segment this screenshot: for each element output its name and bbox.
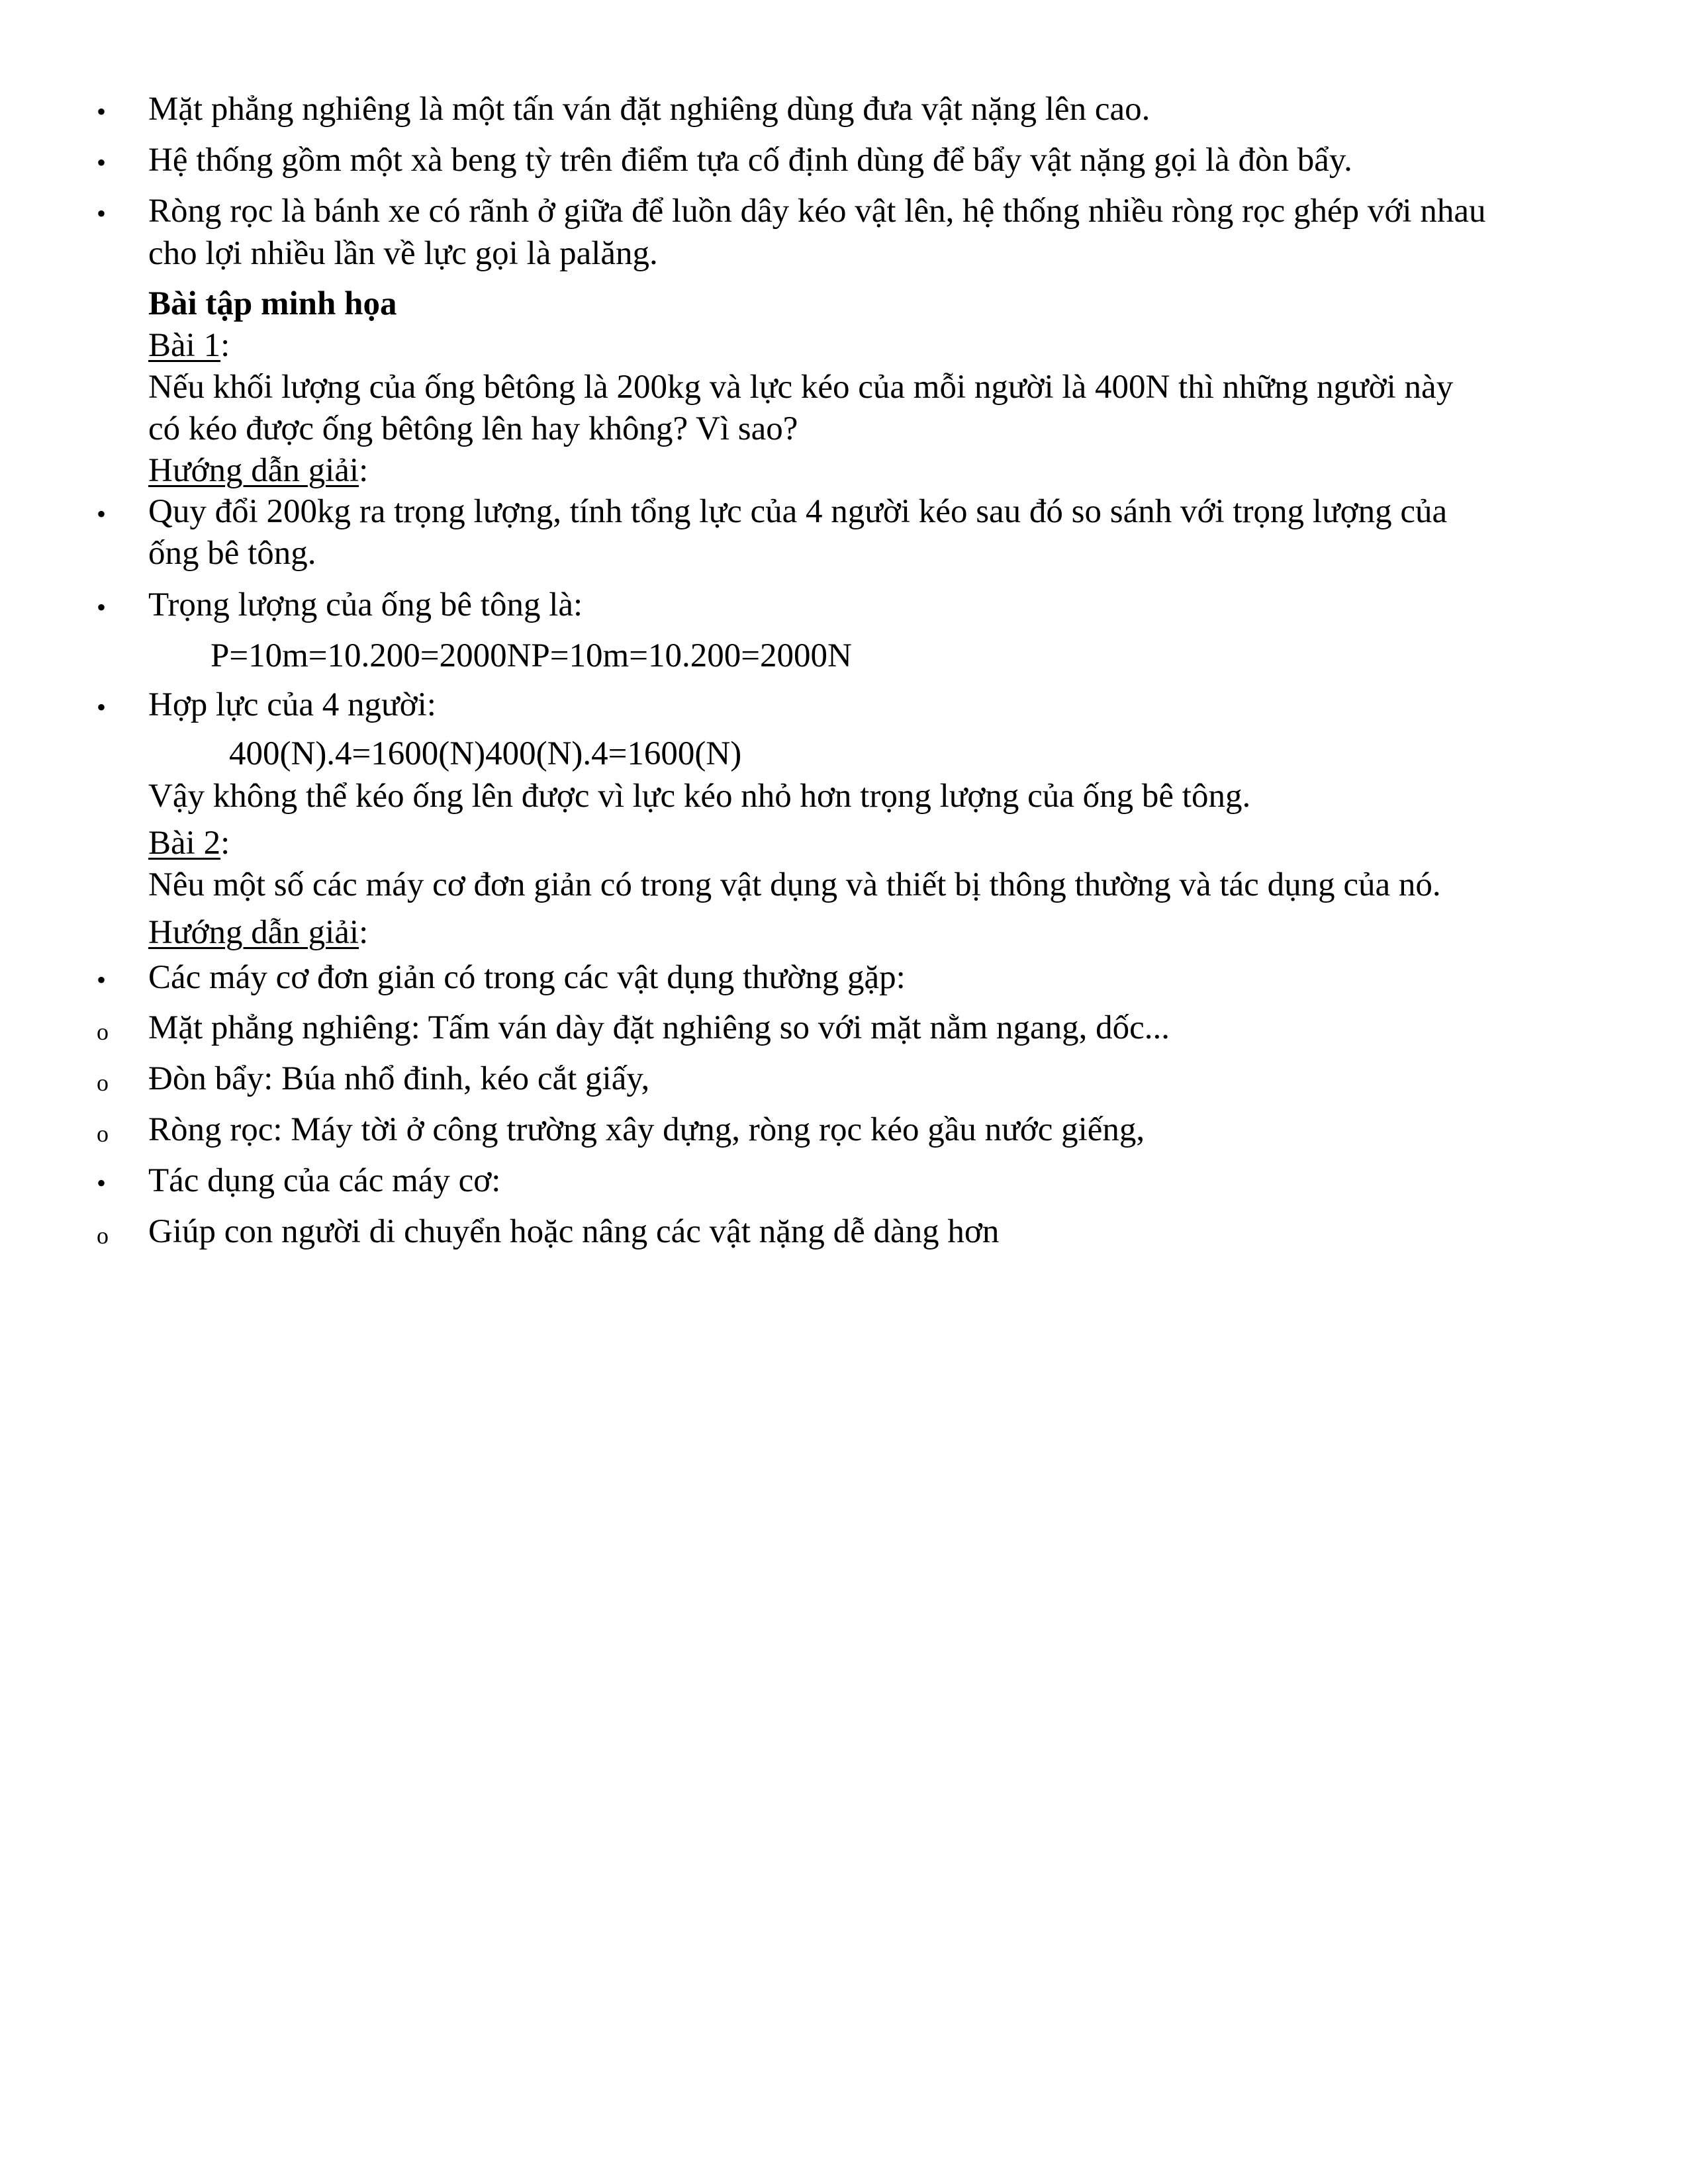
section-title: Bài tập minh họa <box>148 285 397 322</box>
bai1-label: Bài 1 <box>148 327 221 364</box>
bai1-guide-colon: : <box>359 452 369 489</box>
bai2-item-6: Giúp con người di chuyển hoặc nâng các vật nặng dễ dàng hơn <box>148 1213 1000 1250</box>
bai2-item-2: Mặt phẳng nghiêng: Tấm ván dày đặt nghiêng so với mặt nằm ngang, dốc... <box>148 1009 1170 1046</box>
bai2-question: Nêu một số các máy cơ đơn giản có trong vật dụng và thiết bị thông thường và tác dụng của nó. <box>148 866 1441 903</box>
circle-bullet-icon: o <box>97 1222 109 1249</box>
bullet-icon: • <box>97 499 107 529</box>
bai2-label: Bài 2 <box>148 825 221 862</box>
bai1-step1-line-1: Quy đổi 200kg ra trọng lượng, tính tổng lực của 4 người kéo sau đó so sánh với trọng lượng của <box>148 493 1448 530</box>
bai2-guide-colon: : <box>359 914 369 951</box>
bullet-icon: • <box>97 692 107 722</box>
bai2-heading <box>148 823 230 864</box>
bai2-item-4: Ròng rọc: Máy tời ở công trường xây dựng, ròng rọc kéo gầu nước giếng, <box>148 1111 1145 1148</box>
bai1-heading <box>148 325 230 366</box>
bullet-icon: • <box>97 592 107 622</box>
bai2-guide-heading <box>148 912 368 953</box>
bai1-formula-2: 400(N).4=1600(N)400(N).4=1600(N) <box>229 735 742 772</box>
circle-bullet-icon: o <box>97 1069 109 1096</box>
bullet-icon: • <box>97 148 107 177</box>
bai1-question-line-1: Nếu khối lượng của ống bêtông là 200kg và lực kéo của mỗi người là 400N thì những người này <box>148 369 1454 406</box>
bullet-icon: • <box>97 1168 107 1198</box>
intro-bullet-3-line-2: cho lợi nhiều lần về lực gọi là palăng. <box>148 235 658 272</box>
intro-bullet-2: Hệ thống gồm một xà beng tỳ trên điểm tựa cố định dùng để bẩy vật nặng gọi là đòn bẩy. <box>148 142 1352 179</box>
bai1-guide-heading <box>148 450 368 491</box>
bai2-item-5: Tác dụng của các máy cơ: <box>148 1162 501 1199</box>
bullet-icon: • <box>97 199 107 228</box>
intro-bullet-3-line-1: Ròng rọc là bánh xe có rãnh ở giữa để luồn dây kéo vật lên, hệ thống nhiều ròng rọc ghép với nhau <box>148 193 1486 230</box>
bai2-item-3: Đòn bẩy: Búa nhổ đinh, kéo cắt giấy, <box>148 1060 650 1097</box>
circle-bullet-icon: o <box>97 1120 109 1147</box>
bai1-colon: : <box>220 327 230 364</box>
bai2-guide-label: Hướng dẫn giải <box>148 914 359 951</box>
bai1-step3: Hợp lực của 4 người: <box>148 686 436 723</box>
circle-bullet-icon: o <box>97 1019 109 1045</box>
bai1-step2: Trọng lượng của ống bê tông là: <box>148 586 583 623</box>
bai1-question-line-2: có kéo được ống bêtông lên hay không? Vì sao? <box>148 410 798 447</box>
bai1-formula-1: P=10m=10.200=2000NP=10m=10.200=2000N <box>211 637 852 674</box>
intro-bullet-1: Mặt phẳng nghiêng là một tấn ván đặt nghiêng dùng đưa vật nặng lên cao. <box>148 91 1150 128</box>
bai1-conclusion: Vậy không thể kéo ống lên được vì lực kéo nhỏ hơn trọng lượng của ống bê tông. <box>148 778 1251 815</box>
bai2-colon: : <box>220 825 230 862</box>
bullet-icon: • <box>97 97 107 126</box>
bai1-step1-line-2: ống bê tông. <box>148 535 316 572</box>
bullet-icon: • <box>97 965 107 995</box>
bai2-item-1: Các máy cơ đơn giản có trong các vật dụng thường gặp: <box>148 959 906 996</box>
bai1-guide-label: Hướng dẫn giải <box>148 452 359 489</box>
